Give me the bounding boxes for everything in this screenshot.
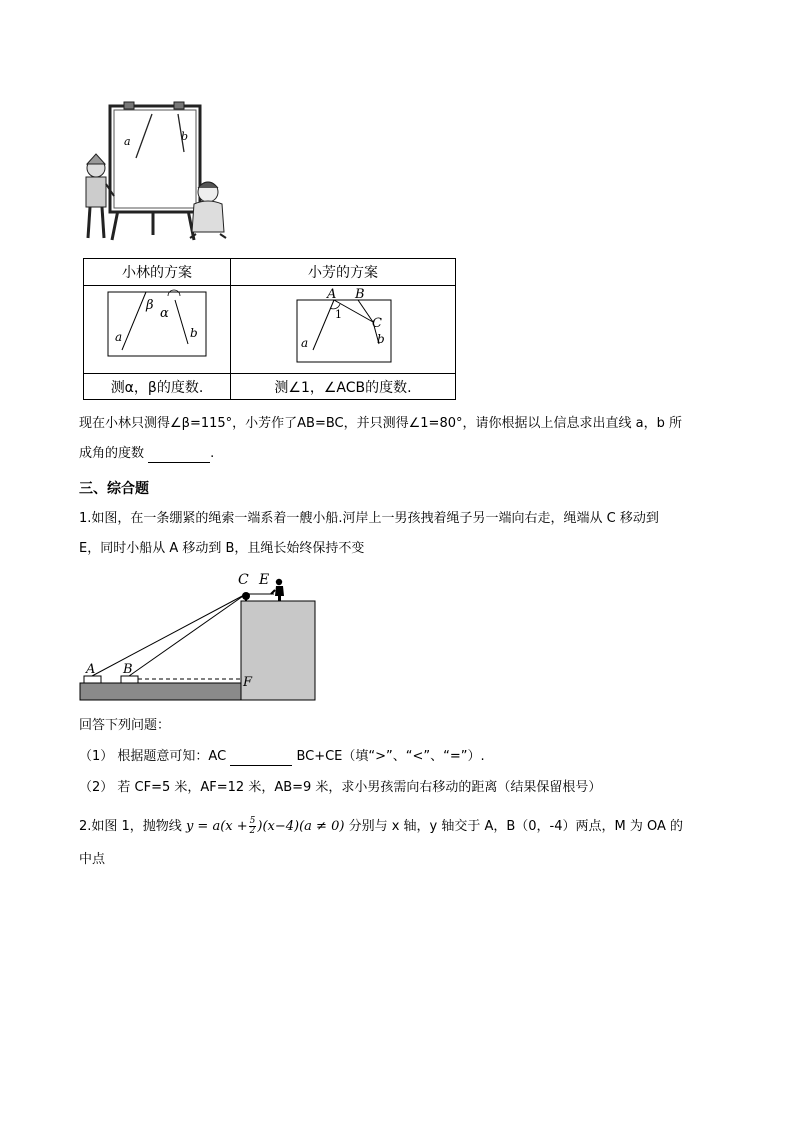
plans-table bbox=[83, 258, 456, 400]
plan-figure-xiaolin bbox=[84, 286, 231, 374]
problem1-line-2: E，同时小船从 A 移动到 B，且绳长始终保持不变 bbox=[79, 541, 365, 556]
formula-rest: )(x−4)(a ≠ 0) bbox=[257, 819, 345, 834]
problem1-answer-intro: 回答下列问题： bbox=[79, 718, 171, 733]
problem1-question-2: （2） 若 CF=5 米，AF=12 米，AB=9 米，求小男孩需向右移动的距离（结果保留根号） bbox=[79, 780, 602, 795]
formula-denominator: 2 bbox=[249, 826, 256, 836]
board-label-b: b bbox=[181, 130, 189, 143]
problem1-question-1 bbox=[79, 749, 485, 766]
xiaofang-label-b: b bbox=[377, 332, 385, 346]
fig-label-E: E bbox=[259, 572, 270, 588]
problem2-prefix: 2.如图 1，抛物线 bbox=[79, 819, 182, 834]
plan-figure-xiaofang bbox=[231, 286, 456, 374]
formula-fraction bbox=[249, 817, 257, 836]
xiaolin-label-beta: β bbox=[146, 298, 154, 313]
xiaolin-figure bbox=[84, 286, 230, 369]
fig-label-F: F bbox=[243, 675, 253, 690]
problem2-formula bbox=[185, 816, 349, 836]
problem2-line-2: 中点 bbox=[79, 852, 106, 867]
q1-answer-blank[interactable] bbox=[230, 749, 292, 766]
q1-prefix: （1） 根据题意可知：AC bbox=[79, 749, 227, 764]
problem1-line-1: 1.如图，在一条绷紧的绳索一端系着一艘小船.河岸上一男孩拽着绳子另一端向右走，绳端从 C 移动到 bbox=[79, 511, 659, 526]
boat-rope-figure bbox=[78, 570, 324, 702]
xiaofang-label-B: B bbox=[355, 287, 365, 302]
question-line-1: 现在小林只测得∠β=115°，小芳作了AB=BC，并只测得∠1=80°，请你根据以上信息求出直线 a，b 所 bbox=[79, 416, 682, 431]
problem2-line-1 bbox=[79, 817, 683, 836]
question-line-2-text: 成角的度数 bbox=[79, 446, 145, 461]
drawing-board-illustration bbox=[78, 100, 228, 245]
formula-numerator: 5 bbox=[249, 816, 256, 826]
question-line-2-end: . bbox=[210, 446, 215, 461]
section-title: 三、综合题 bbox=[79, 481, 149, 497]
xiaofang-label-a: a bbox=[301, 336, 309, 350]
q1-suffix: BC+CE（填“>”、“<”、“=”）. bbox=[296, 749, 485, 764]
xiaolin-label-a: a bbox=[115, 330, 123, 344]
problem2-suffix: 分别与 x 轴，y 轴交于 A，B（0，-4）两点，M 为 OA 的 bbox=[348, 819, 684, 834]
fig-label-B: B bbox=[123, 662, 133, 677]
xiaolin-label-alpha: α bbox=[160, 306, 169, 321]
plan-header-xiaolin: 小林的方案 bbox=[84, 259, 231, 286]
answer-blank[interactable] bbox=[148, 446, 210, 463]
fig-label-A: A bbox=[86, 662, 96, 677]
xiaofang-label-C: C bbox=[372, 316, 382, 331]
plan-footer-xiaolin: 测α，β的度数. bbox=[84, 374, 231, 400]
fig-label-C: C bbox=[238, 572, 249, 588]
xiaofang-label-1: 1 bbox=[335, 308, 342, 321]
xiaofang-label-A: A bbox=[327, 287, 337, 302]
plan-footer-xiaofang: 测∠1，∠ACB的度数. bbox=[231, 374, 456, 400]
plan-header-xiaofang: 小芳的方案 bbox=[231, 259, 456, 286]
question-line-2 bbox=[79, 446, 214, 463]
board-label-a: a bbox=[124, 135, 131, 148]
formula-y-part: y = a(x + bbox=[185, 819, 248, 834]
xiaolin-label-b: b bbox=[190, 326, 198, 340]
xiaofang-figure bbox=[231, 286, 455, 369]
